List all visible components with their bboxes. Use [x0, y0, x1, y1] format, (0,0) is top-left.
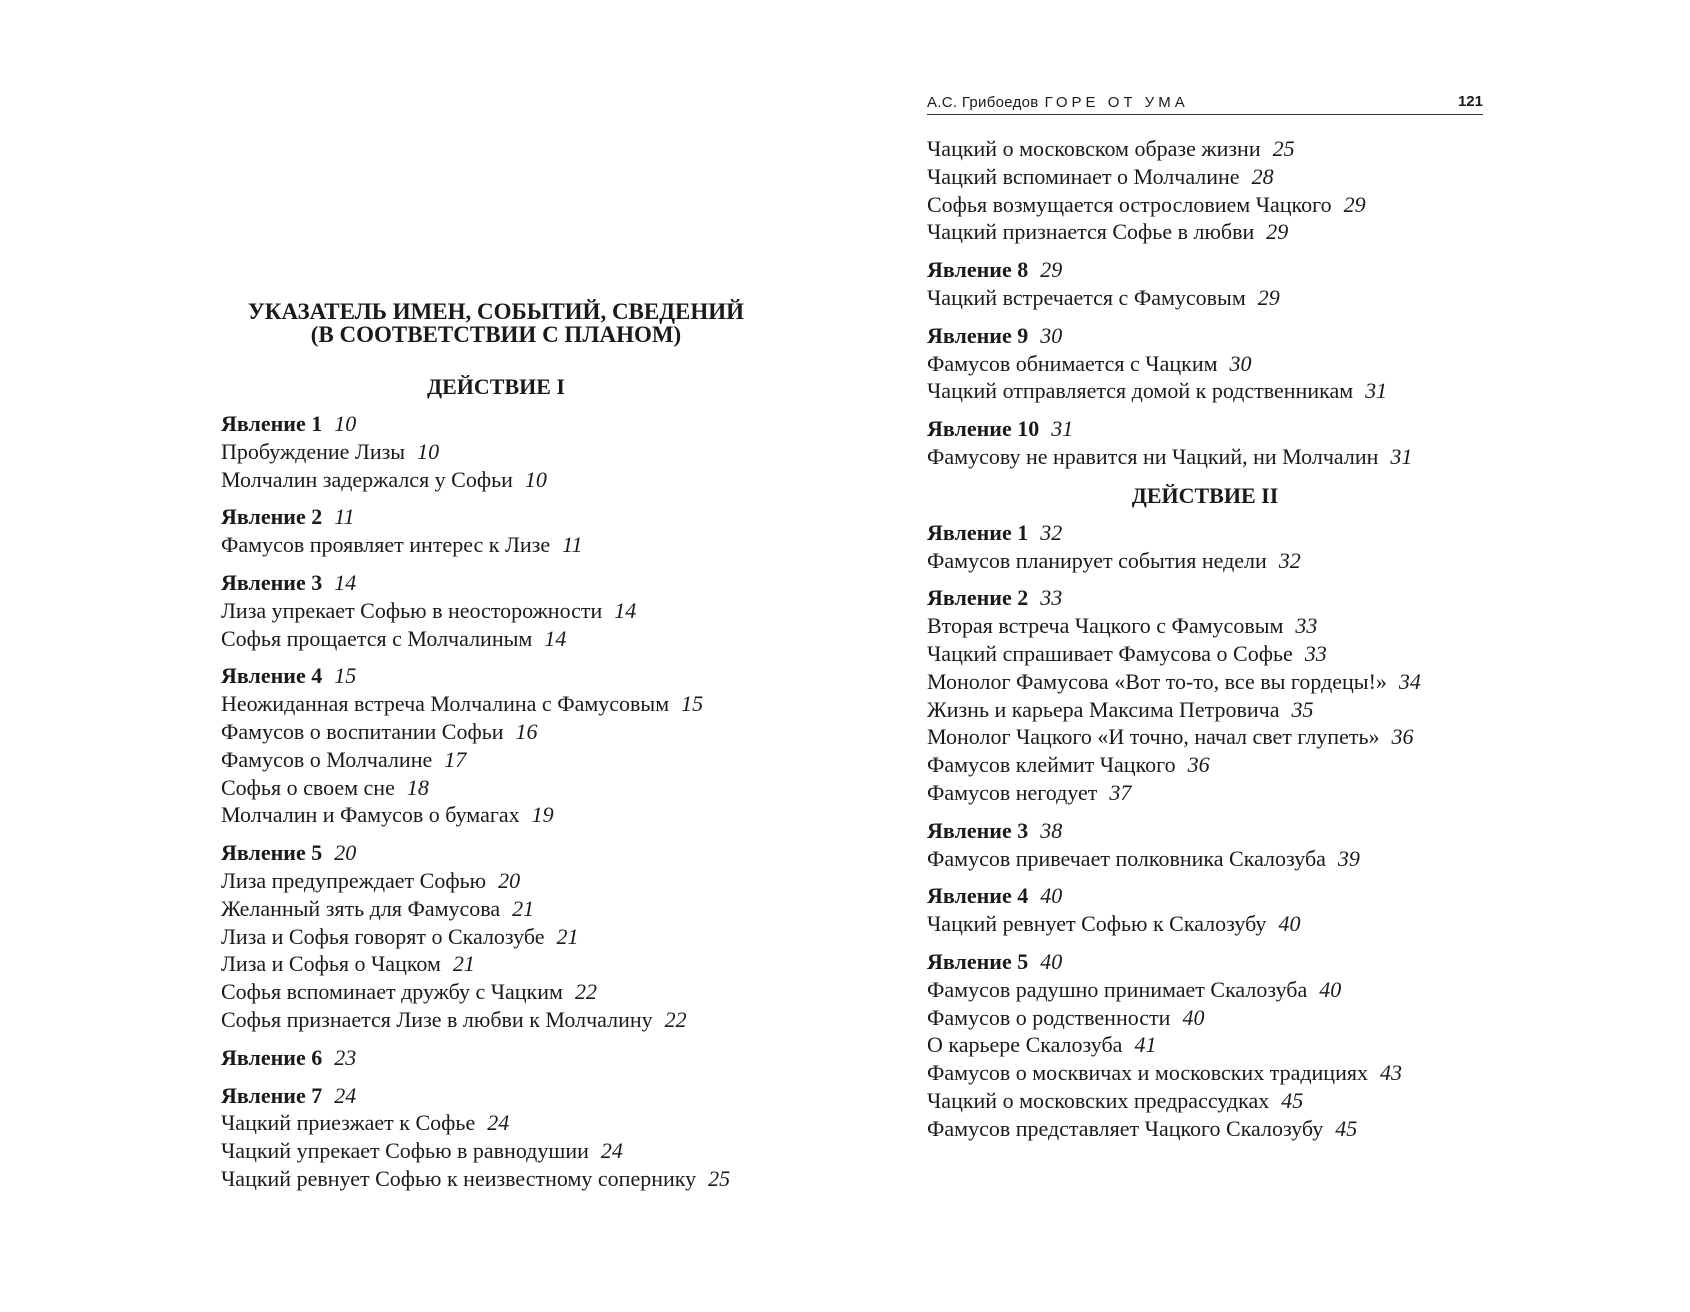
scene-title: Явление 9: [927, 322, 1029, 348]
entry-text: Фамусов привечает полковника Скалозуба: [927, 845, 1326, 871]
scene-title: Явление 5: [927, 948, 1029, 974]
scene-block: [927, 817, 1487, 873]
index-entry: [927, 723, 1487, 751]
scene-heading: [221, 569, 811, 597]
entry-text: Чацкий приезжает к Софье: [221, 1110, 476, 1136]
scene-heading: [221, 662, 811, 690]
scene-title: Явление 8: [927, 257, 1029, 283]
scene-page: 38: [1040, 817, 1063, 843]
entry-page: 31: [1390, 443, 1413, 469]
scene-block: [927, 415, 1487, 471]
index-entry: [221, 1109, 811, 1137]
scene-title: Явление 2: [927, 585, 1029, 611]
entry-page: 29: [1257, 284, 1280, 310]
entry-page: 29: [1266, 219, 1289, 245]
entry-text: Молчалин задержался у Софьи: [221, 466, 513, 492]
index-entry: [927, 668, 1487, 696]
entry-page: 24: [487, 1110, 510, 1136]
entry-page: 19: [531, 802, 554, 828]
scene-page: 14: [334, 569, 357, 595]
scene-block: [927, 882, 1487, 938]
scene-title: Явление 4: [927, 883, 1029, 909]
index-entry: [221, 690, 811, 718]
entry-page: 10: [417, 438, 440, 464]
entry-page: 18: [406, 774, 429, 800]
entry-text: Монолог Чацкого «И точно, начал свет глупеть»: [927, 724, 1380, 750]
scene-page: 23: [334, 1044, 357, 1070]
scene-title: Явление 7: [221, 1082, 323, 1108]
scene-heading: [927, 948, 1487, 976]
entry-text: Монолог Фамусова «Вот то-то, все вы гордецы!»: [927, 668, 1387, 694]
index-entry: [221, 597, 811, 625]
index-entry: [927, 218, 1487, 246]
entry-page: 31: [1365, 378, 1388, 404]
entry-page: 43: [1379, 1060, 1402, 1086]
index-entry: [927, 696, 1487, 724]
scene-page: 33: [1040, 585, 1063, 611]
entry-text: Чацкий ревнует Софью к Скалозубу: [927, 911, 1267, 937]
index-entry: [221, 978, 811, 1006]
entry-text: Пробуждение Лизы: [221, 438, 406, 464]
scene-heading: [927, 584, 1487, 612]
entry-page: 40: [1278, 911, 1301, 937]
right-page: [927, 92, 1487, 1153]
entry-page: 21: [512, 895, 535, 921]
scene-title: Явление 10: [927, 416, 1040, 442]
index-entry: [927, 1087, 1487, 1115]
scene-page: 11: [334, 504, 355, 530]
scene-page: 20: [334, 840, 357, 866]
scene-block: [927, 948, 1487, 1143]
entry-page: 14: [544, 625, 567, 651]
entry-text: Фамусов обнимается с Чацким: [927, 350, 1218, 376]
entry-page: 45: [1281, 1087, 1304, 1113]
scene-heading: [221, 1044, 811, 1072]
scene-block: [927, 584, 1487, 806]
index-title-line1: УКАЗАТЕЛЬ ИМЕН, СОБЫТИЙ, СВЕДЕНИЙ: [247, 299, 745, 324]
index-entry: [221, 923, 811, 951]
scene-title: Явление 3: [927, 817, 1029, 843]
entry-page: 17: [444, 746, 467, 772]
index-title-line2: (В СООТВЕТСТВИИ С ПЛАНОМ): [310, 322, 682, 347]
scene-title: Явление 5: [221, 840, 323, 866]
entry-text: Софья возмущается острословием Чацкого: [927, 191, 1332, 217]
entry-text: Чацкий отправляется домой к родственникам: [927, 378, 1354, 404]
index-entry: [927, 910, 1487, 938]
entry-text: Фамусов о Молчалине: [221, 746, 433, 772]
entry-text: Чацкий о московских предрассудках: [927, 1087, 1270, 1113]
entry-text: Жизнь и карьера Максима Петровича: [927, 696, 1280, 722]
index-entry: [927, 1031, 1487, 1059]
entry-page: 25: [708, 1165, 731, 1191]
scene-page: 10: [334, 411, 357, 436]
running-head-author-block: [927, 94, 1189, 111]
scene-block: [927, 322, 1487, 405]
scene-title: Явление 2: [221, 504, 323, 530]
scene-page: 40: [1040, 883, 1063, 909]
index-entry: [221, 1137, 811, 1165]
entry-page: 15: [681, 691, 704, 717]
entry-page: 30: [1229, 350, 1252, 376]
index-entry: [221, 801, 811, 829]
page-number: 121: [1457, 93, 1483, 110]
index-entry: [221, 531, 811, 559]
entry-text: О карьере Скалозуба: [927, 1032, 1123, 1058]
index-entry: [927, 751, 1487, 779]
index-entry: [927, 350, 1487, 378]
entry-text: Чацкий встречается с Фамусовым: [927, 284, 1246, 310]
running-head-title: ГОРЕ ОТ УМА: [1044, 94, 1189, 111]
index-entry: [927, 1059, 1487, 1087]
index-entry: [927, 1115, 1487, 1143]
index-entry: [221, 466, 811, 494]
index-entry: [927, 612, 1487, 640]
entry-text: Фамусов проявляет интерес к Лизе: [221, 532, 551, 558]
index-entry: [221, 1006, 811, 1034]
scene-heading: [927, 882, 1487, 910]
scene-block: [221, 410, 811, 493]
entry-text: Желанный зять для Фамусова: [221, 895, 501, 921]
index-entry: [221, 625, 811, 653]
act1-scene-list: [221, 410, 811, 1193]
index-entry: [927, 284, 1487, 312]
entry-page: 21: [556, 923, 579, 949]
entry-text: Фамусов негодует: [927, 779, 1098, 805]
entry-page: 14: [614, 597, 637, 623]
scene-block: [221, 1082, 811, 1193]
index-entry: [221, 746, 811, 774]
index-entry: [221, 438, 811, 466]
scene-block: [221, 569, 811, 652]
entry-page: 10: [524, 466, 547, 492]
index-entry: [221, 1165, 811, 1193]
entry-page: 39: [1337, 845, 1360, 871]
scene-heading: [221, 1082, 811, 1110]
scene-block: [221, 839, 811, 1034]
scene-heading: [927, 322, 1487, 350]
entry-page: 36: [1391, 724, 1414, 750]
index-entry: [927, 640, 1487, 668]
index-entry: [927, 377, 1487, 405]
scene-heading: [221, 410, 811, 438]
entry-text: Фамусов о москвичах и московских традициях: [927, 1060, 1368, 1086]
entry-page: 40: [1182, 1004, 1205, 1030]
scene-heading: [927, 519, 1487, 547]
entry-page: 41: [1134, 1032, 1157, 1058]
entry-page: 11: [562, 532, 583, 558]
scene-page: 15: [334, 663, 357, 689]
entry-text: Чацкий упрекает Софью в равнодушии: [221, 1138, 589, 1164]
entry-page: 36: [1187, 752, 1210, 778]
entry-text: Софья признается Лизе в любви к Молчалину: [221, 1006, 653, 1032]
scene-title: Явление 6: [221, 1044, 323, 1070]
entry-page: 28: [1251, 163, 1274, 189]
entry-text: Фамусов представляет Чацкого Скалозубу: [927, 1115, 1324, 1141]
scene-title: Явление 4: [221, 663, 323, 689]
entry-text: Чацкий ревнует Софью к неизвестному сопернику: [221, 1165, 697, 1191]
index-entry: [221, 867, 811, 895]
scene-page: 32: [1040, 519, 1063, 545]
act1-continued-scene-list: [927, 256, 1487, 471]
act1-continued-entries: [927, 135, 1487, 246]
running-head: [927, 92, 1483, 115]
entry-page: 37: [1109, 779, 1132, 805]
entry-text: Софья вспоминает дружбу с Чацким: [221, 979, 563, 1005]
entry-text: Фамусову не нравится ни Чацкий, ни Молчалин: [927, 443, 1379, 469]
index-entry: [927, 1004, 1487, 1032]
index-entry: [221, 895, 811, 923]
entry-text: Чацкий о московском образе жизни: [927, 136, 1261, 161]
index-entry: [927, 135, 1487, 163]
scene-block: [221, 503, 811, 559]
entry-text: Молчалин и Фамусов о бумагах: [221, 802, 520, 828]
index-entry: [927, 547, 1487, 575]
scene-page: 29: [1040, 257, 1063, 283]
entry-page: 33: [1295, 613, 1318, 639]
entry-text: Фамусов радушно принимает Скалозуба: [927, 976, 1308, 1002]
index-entry: [927, 163, 1487, 191]
scene-page: 30: [1040, 322, 1063, 348]
running-head-author: А.С. Грибоедов: [927, 94, 1039, 111]
index-entry: [927, 191, 1487, 219]
entry-page: 29: [1343, 191, 1366, 217]
scene-page: 40: [1040, 948, 1063, 974]
act2-heading: ДЕЙСТВИЕ II: [1131, 482, 1279, 508]
entry-text: Лиза предупреждает Софью: [221, 867, 487, 893]
entry-page: 22: [664, 1006, 687, 1032]
entry-page: 32: [1278, 547, 1301, 573]
entry-text: Фамусов о воспитании Софьи: [221, 718, 504, 744]
index-entry: [221, 950, 811, 978]
entry-text: Софья о своем сне: [221, 774, 395, 800]
scene-block: [927, 519, 1487, 575]
entry-page: 24: [600, 1138, 623, 1164]
index-entry: [927, 976, 1487, 1004]
entry-text: Лиза и Софья говорят о Скалозубе: [221, 923, 545, 949]
index-entry: [221, 774, 811, 802]
entry-text: Софья прощается с Молчалиным: [221, 625, 533, 651]
scene-title: Явление 1: [221, 411, 323, 436]
act2-scene-list: [927, 519, 1487, 1143]
entry-page: 34: [1398, 668, 1421, 694]
scene-block: [221, 662, 811, 829]
entry-text: Фамусов клеймит Чацкого: [927, 752, 1176, 778]
entry-text: Чацкий признается Софье в любви: [927, 219, 1255, 245]
left-page: [221, 300, 811, 1203]
scene-block: [221, 1044, 811, 1072]
scene-heading: [221, 839, 811, 867]
index-title: [221, 300, 771, 346]
act1-heading: ДЕЙСТВИЕ I: [426, 374, 565, 399]
entry-page: 20: [498, 867, 521, 893]
entry-text: Чацкий спрашивает Фамусова о Софье: [927, 640, 1293, 666]
entry-page: 25: [1272, 136, 1295, 161]
entry-page: 40: [1319, 976, 1342, 1002]
entry-text: Фамусов планирует события недели: [927, 547, 1267, 573]
entry-page: 16: [515, 718, 538, 744]
scene-heading: [927, 817, 1487, 845]
scene-heading: [221, 503, 811, 531]
entry-text: Вторая встреча Чацкого с Фамусовым: [927, 613, 1284, 639]
entry-text: Чацкий вспоминает о Молчалине: [927, 163, 1240, 189]
entry-page: 22: [574, 979, 597, 1005]
scene-title: Явление 1: [927, 519, 1029, 545]
scene-block: [927, 256, 1487, 312]
index-entry: [927, 845, 1487, 873]
entry-text: Лиза и Софья о Чацком: [221, 951, 441, 977]
entry-page: 45: [1335, 1115, 1358, 1141]
scene-title: Явление 3: [221, 569, 323, 595]
index-entry: [927, 443, 1487, 471]
scene-heading: [927, 256, 1487, 284]
entry-page: 33: [1304, 640, 1327, 666]
entry-text: Фамусов о родственности: [927, 1004, 1171, 1030]
entry-text: Неожиданная встреча Молчалина с Фамусовым: [221, 691, 670, 717]
index-entry: [221, 718, 811, 746]
index-entry: [927, 779, 1487, 807]
scene-page: 24: [334, 1082, 357, 1108]
entry-page: 35: [1291, 696, 1314, 722]
scene-page: 31: [1051, 416, 1074, 442]
entry-text: Лиза упрекает Софью в неосторожности: [221, 597, 603, 623]
scene-heading: [927, 415, 1487, 443]
entry-page: 21: [452, 951, 475, 977]
